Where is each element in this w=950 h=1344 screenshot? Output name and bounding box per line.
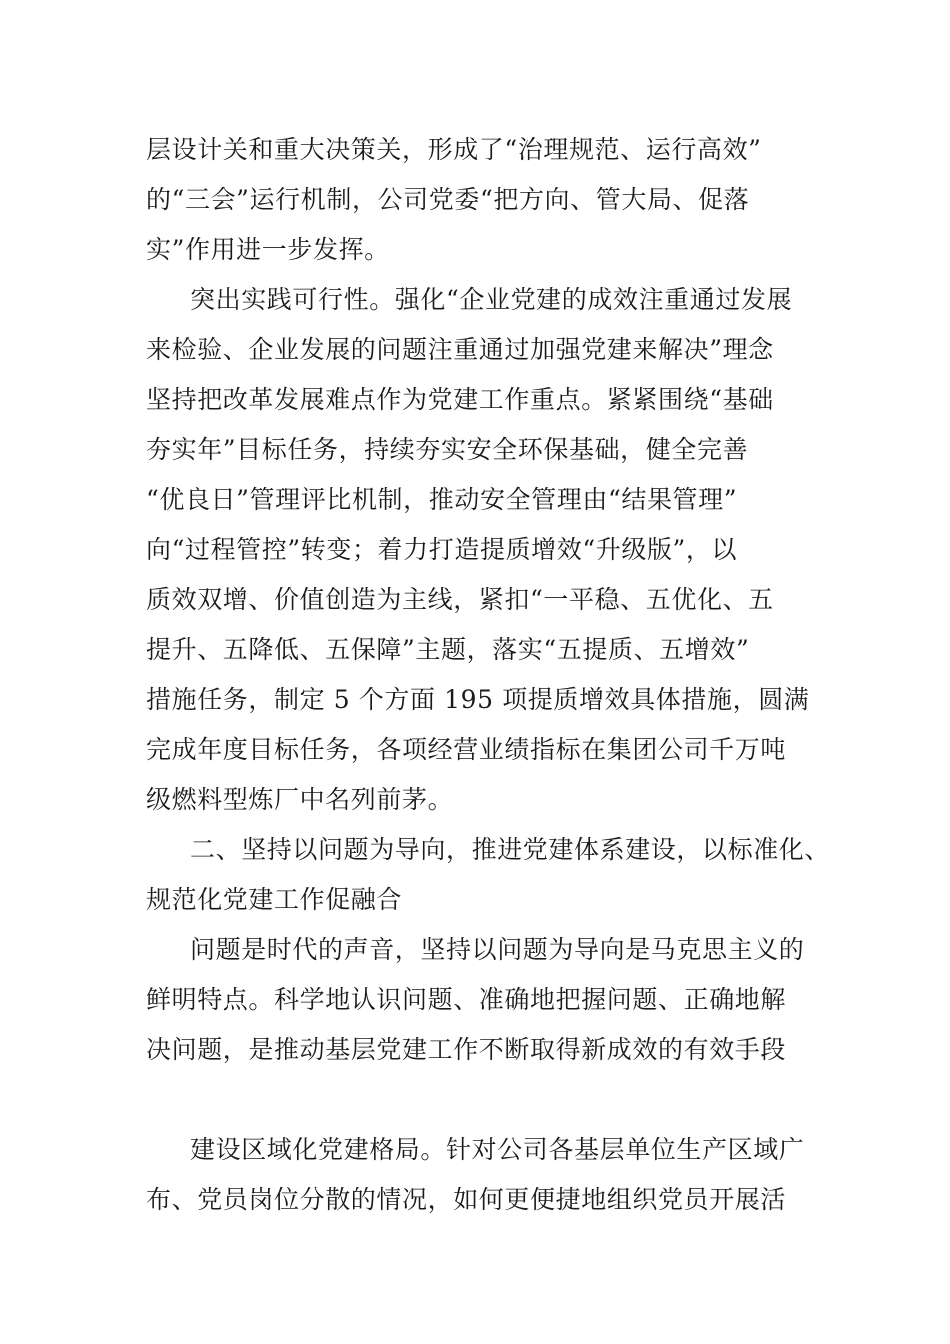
text-line: 质效双增、价值创造为主线，紧扣“一平稳、五优化、五 bbox=[146, 585, 774, 614]
text-line: 坚持把改革发展难点作为党建工作重点。紧紧围绕“基础 bbox=[146, 385, 774, 414]
text-line: “优良日”管理评比机制，推动安全管理由“结果管理” bbox=[146, 485, 738, 514]
text-line: 布、党员岗位分散的情况，如何更便捷地组织党员开展活 bbox=[146, 1185, 787, 1214]
text-line: 向“过程管控”转变；着力打造提质增效“升级版”，以 bbox=[146, 535, 738, 564]
text-line: 决问题，是推动基层党建工作不断取得新成效的有效手段 bbox=[146, 1035, 787, 1064]
text-line: 级燃料型炼厂中名列前茅。 bbox=[146, 785, 454, 814]
section-heading: 二、坚持以问题为导向，推进党建体系建设，以标准化、 bbox=[190, 835, 831, 864]
text-line: 来检验、企业发展的问题注重通过加强党建来解决”理念 bbox=[146, 335, 774, 364]
paragraph-start-line: 建设区域化党建格局。针对公司各基层单位生产区域广 bbox=[190, 1135, 805, 1164]
text-line: 完成年度目标任务，各项经营业绩指标在集团公司千万吨 bbox=[146, 735, 787, 764]
text-line: 措施任务，制定 5 个方面 195 项提质增效具体措施，圆满 bbox=[146, 685, 810, 714]
text-line: 实”作用进一步发挥。 bbox=[146, 235, 390, 264]
text-line: 夯实年”目标任务，持续夯实安全环保基础，健全完善 bbox=[146, 435, 749, 464]
text-line: 层设计关和重大决策关，形成了“治理规范、运行高效” bbox=[146, 135, 762, 164]
paragraph-start-line: 突出实践可行性。强化“企业党建的成效注重通过发展 bbox=[190, 285, 793, 314]
text-line: 的“三会”运行机制，公司党委“把方向、管大局、促落 bbox=[146, 185, 750, 214]
text-line: 提升、五降低、五保障”主题，落实“五提质、五增效” bbox=[146, 635, 750, 664]
text-line: 鲜明特点。科学地认识问题、准确地把握问题、正确地解 bbox=[146, 985, 787, 1014]
section-heading-cont: 规范化党建工作促融合 bbox=[146, 885, 403, 914]
paragraph-start-line: 问题是时代的声音，坚持以问题为导向是马克思主义的 bbox=[190, 935, 805, 964]
